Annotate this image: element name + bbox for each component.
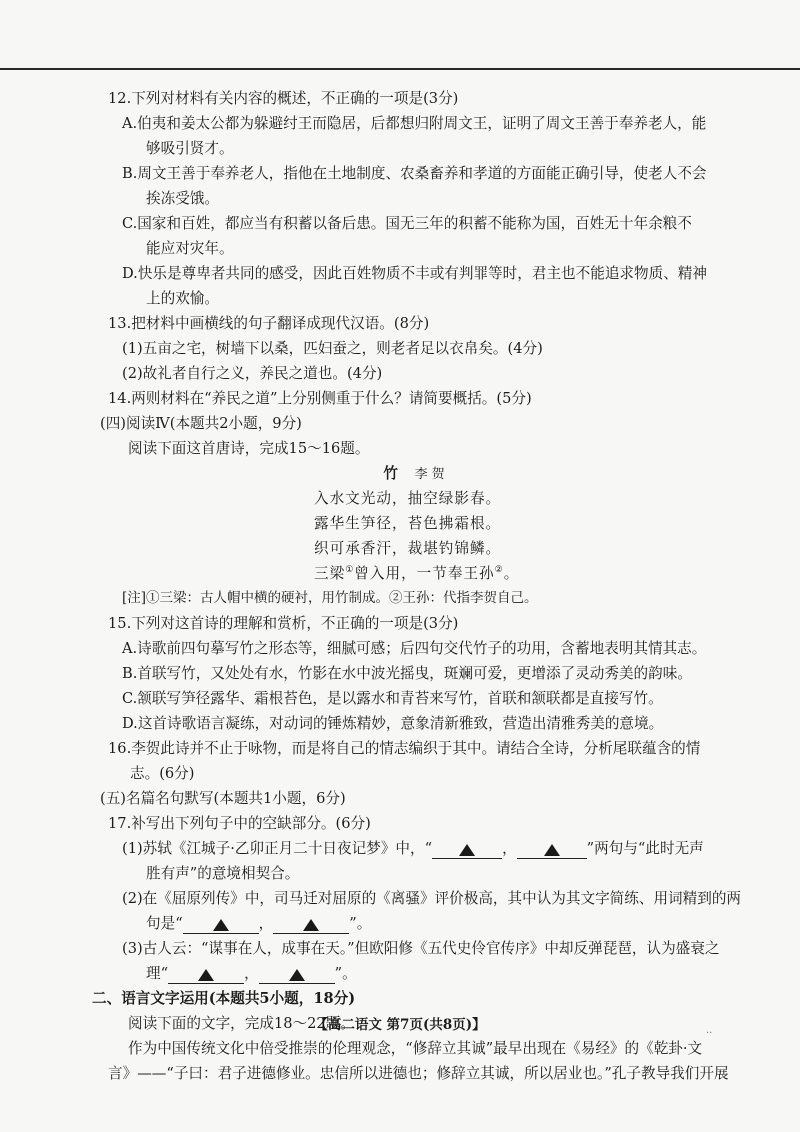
q17-item-2-cont	[108, 911, 724, 936]
poem-note: [注]①三梁：古人帽中横的硬衬，用竹制成。②王孙：代指李贺自己。	[122, 590, 538, 606]
section5-heading: (五)名篇名句默写(本题共1小题，6分)	[100, 790, 346, 807]
q12-stem: 12.下列对材料有关内容的概述，不正确的一项是(3分)	[108, 90, 459, 107]
triangle-icon	[544, 844, 560, 856]
q13-sentence-1: (1)五亩之宅，树墙下以桑，匹妇蚕之，则老者足以衣帛矣。(4分)	[122, 340, 543, 357]
note-marker-1: ①	[345, 565, 355, 576]
blank-1-1[interactable]	[432, 840, 502, 859]
section4-intro: 阅读下面这首唐诗，完成15～16题。	[128, 440, 370, 457]
q17-item-1-cont: 胜有声”的意境相契合。	[146, 865, 300, 882]
exam-page-content	[92, 86, 742, 1086]
poem-line-3: 织可承香汗，裁堪钓锦鳞。	[314, 540, 502, 557]
q16-stem-cont: 志。(6分)	[130, 765, 195, 782]
poem-line-2: 露华生笋径，苔色拂霜根。	[314, 515, 502, 532]
q17-item-1-text-2: ”两句与“此时无声	[586, 840, 704, 857]
q12-option-b-cont: 挨冻受饿。	[146, 190, 219, 207]
blank-2-1[interactable]	[183, 915, 259, 934]
q17-item-2-separator: ，	[258, 915, 274, 932]
q17-item-2: (2)在《屈原列传》中，司马迁对屈原的《离骚》评价极高，其中认为其文字简练、用词精到的两	[122, 890, 742, 907]
poem-line-1: 入水文光动，抽空绿影春。	[314, 490, 502, 507]
passage-paragraph-1-cont: 言》——“子曰：君子进德修业。忠信所以进德也；修辞立其诚，所以居业也。”孔子教导我们开展	[108, 1065, 729, 1082]
poem-line-4	[108, 561, 724, 586]
q12-option-a-cont: 够吸引贤才。	[146, 140, 234, 157]
q15-stem: 15.下列对这首诗的理解和赏析，不正确的一项是(3分)	[108, 615, 459, 632]
page-footer: 【高二语文 第7页(共8页)】	[314, 1017, 486, 1033]
q12-option-c-cont: 能应对灾年。	[146, 240, 234, 257]
q17-stem: 17.补写出下列句子中的空缺部分。(6分)	[108, 815, 371, 832]
triangle-icon	[459, 844, 475, 856]
q12-option-a: A.伯夷和姜太公都为躲避纣王而隐居，后都想归附周文王，证明了周文王善于奉养老人，能	[122, 115, 707, 132]
poem-title: 竹	[383, 465, 399, 482]
blank-3-1[interactable]	[168, 965, 244, 984]
poem-author: 李贺	[414, 467, 449, 482]
poem-line-4-part-b: 曾入用，一节奉王孙	[354, 565, 495, 582]
q12-option-b: B.周文王善于奉养老人，指他在土地制度、农桑畜养和孝道的方面能正确引导，使老人不会	[122, 165, 707, 182]
blank-1-2[interactable]	[517, 840, 587, 859]
triangle-icon	[289, 969, 305, 981]
part2-heading: 二、语言文字运用(本题共5小题，18分)	[92, 990, 356, 1007]
q17-item-3-text-2: ”。	[334, 965, 357, 982]
blank-2-2[interactable]	[273, 915, 349, 934]
q17-item-1-text: (1)苏轼《江城子·乙卯正月二十日夜记梦》中，“	[122, 840, 433, 857]
q17-item-1-separator: ，	[502, 840, 517, 857]
passage-paragraph-1: 作为中国传统文化中倍受推崇的伦理观念，“修辞立其诚”最早出现在《易经》的《乾卦·文	[128, 1040, 703, 1057]
q12-option-c: C.国家和百姓，都应当有积蓄以备后患。国无三年的积蓄不能称为国，百姓无十年余粮不	[122, 215, 692, 232]
q17-item-3-separator: ，	[244, 965, 259, 982]
part2-intro: 阅读下面的文字，完成18～22题。	[128, 1015, 355, 1032]
top-rule	[0, 68, 800, 70]
poem-title-row	[108, 461, 724, 486]
q16-stem: 16.李贺此诗并不止于咏物，而是将自己的情志编织于其中。请结合全诗，分析尾联蕴含的情	[108, 740, 701, 757]
q15-option-d: D.这首诗歌语言凝练，对动词的锤炼精妙，意象清新雅致，营造出清雅秀美的意境。	[122, 715, 664, 732]
triangle-icon	[303, 919, 319, 931]
q12-option-d-cont: 上的欢愉。	[146, 290, 219, 307]
q15-option-b: B.首联写竹，又处处有水，竹影在水中波光摇曳，斑斓可爱，更增添了灵动秀美的韵味。	[122, 665, 692, 682]
corner-mark: ··	[706, 1028, 713, 1039]
q15-option-c: C.颔联写笋径露华、霜根苔色，是以露水和青苔来写竹，首联和颔联都是直接写竹。	[122, 690, 663, 707]
q14-stem: 14.两则材料在“养民之道”上分别侧重于什么？请简要概括。(5分)	[108, 390, 532, 407]
q17-item-3-cont	[108, 961, 724, 986]
q15-option-a: A.诗歌前四句摹写竹之形态等，细腻可感；后四句交代竹子的功用，含蓄地表明其情其志。	[122, 640, 707, 657]
q13-sentence-2: (2)故礼者自行之义，养民之道也。(4分)	[122, 365, 383, 382]
q12-option-d: D.快乐是尊卑者共同的感受，因此百姓物质不丰或有判罪等时，君主也不能追求物质、精神	[122, 265, 707, 282]
q17-item-3: (3)古人云：“谋事在人，成事在天。”但欧阳修《五代史伶官传序》中却反弹琵琶，认为盛衰之	[122, 940, 720, 957]
q13-stem: 13.把材料中画横线的句子翻译成现代汉语。(8分)	[108, 315, 430, 332]
section4-heading: (四)阅读Ⅳ(本题共2小题，9分)	[100, 415, 302, 432]
poem-line-4-part-c: 。	[503, 565, 520, 582]
poem-line-4-part-a: 三梁	[314, 565, 346, 582]
triangle-icon	[198, 969, 214, 981]
q17-item-2-text-2: ”。	[349, 915, 372, 932]
blank-3-2[interactable]	[259, 965, 335, 984]
q17-item-3-text: 理“	[146, 965, 169, 982]
triangle-icon	[213, 919, 229, 931]
q17-item-1	[108, 836, 724, 861]
q17-item-2-text: 句是“	[146, 915, 183, 932]
note-marker-2: ②	[494, 565, 504, 576]
